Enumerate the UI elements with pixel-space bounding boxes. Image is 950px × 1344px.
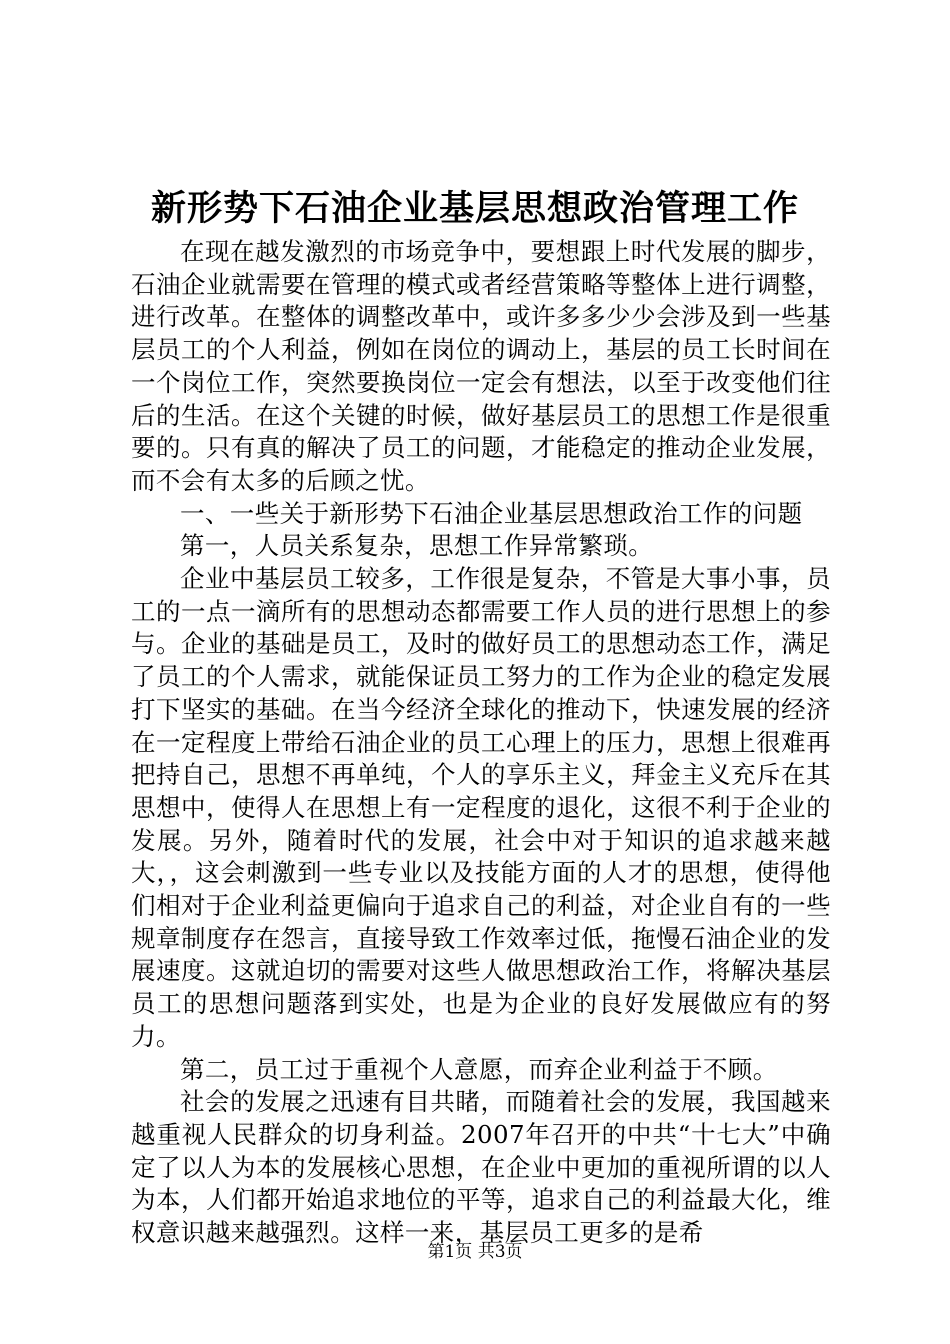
section-heading-1: 一、一些关于新形势下石油企业基层思想政治工作的问题 [180, 498, 803, 528]
point-heading-first: 第一，人员关系复杂，思想工作异常繁琐。 [180, 531, 654, 561]
point-heading-second: 第二，员工过于重视个人意愿，而弃企业利益于不顾。 [180, 1054, 778, 1084]
paragraph-first-detail: 企业中基层员工较多，工作很是复杂，不管是大事小事，员工的一点一滴所有的思想动态都需要工作人员的进行思想上的参与。企业的基础是员工，及时的做好员工的思想动态工作，满足了员工的个人需求，就能保证员工努力的工作为企业的稳定发展打下坚实的基础。在当今经济全球化的推动下，快速发展的经济在一定程度上带给石油企业的员工心理上的压力，思想上很难再把持自己，思想不再单纯，个人的享乐主义，拜金主义充斥在其思想中，使得人在思想上有一定程度的退化，这很不利于企业的发展。另外，随着时代的发展，社会中对于知识的追求越来越大，，这会刺激到一些专业以及技能方面的人才的思想，使得他们相对于企业利益更偏向于追求自己的利益，对企业自有的一些规章制度存在怨言，直接导致工作效率过低，拖慢石油企业的发展速度。这就迫切的需要对这些人做思想政治工作，将解决基层员工的思想问题落到实处，也是为企业的良好发展做应有的努力。 [131, 564, 831, 1051]
document-title: 新形势下石油企业基层思想政治管理工作 [150, 188, 799, 229]
document-body [131, 236, 831, 1250]
paragraph-second-detail: 社会的发展之迅速有目共睹，而随着社会的发展，我国越来越重视人民群众的切身利益。2007年召开的中共“十七大”中确定了以人为本的发展核心思想，在企业中更加的重视所谓的以人为本，人们都开始追求地位的平等，追求自己的利益最大化，维权意识越来越强烈。这样一来，基层员工更多的是希 [131, 1087, 831, 1248]
page-number-footer: 第1页 共3页 [427, 1242, 523, 1262]
paragraph-intro: 在现在越发激烈的市场竞争中，要想跟上时代发展的脚步，石油企业就需要在管理的模式或者经营策略等整体上进行调整，进行改革。在整体的调整改革中，或许多多少少会涉及到一些基层员工的个人利益，例如在岗位的调动上，基层的员工长时间在一个岗位工作，突然要换岗位一定会有想法，以至于改变他们往后的生活。在这个关键的时候，做好基层员工的思想工作是很重要的。只有真的解决了员工的问题，才能稳定的推动企业发展，而不会有太多的后顾之忧。 [131, 237, 831, 495]
